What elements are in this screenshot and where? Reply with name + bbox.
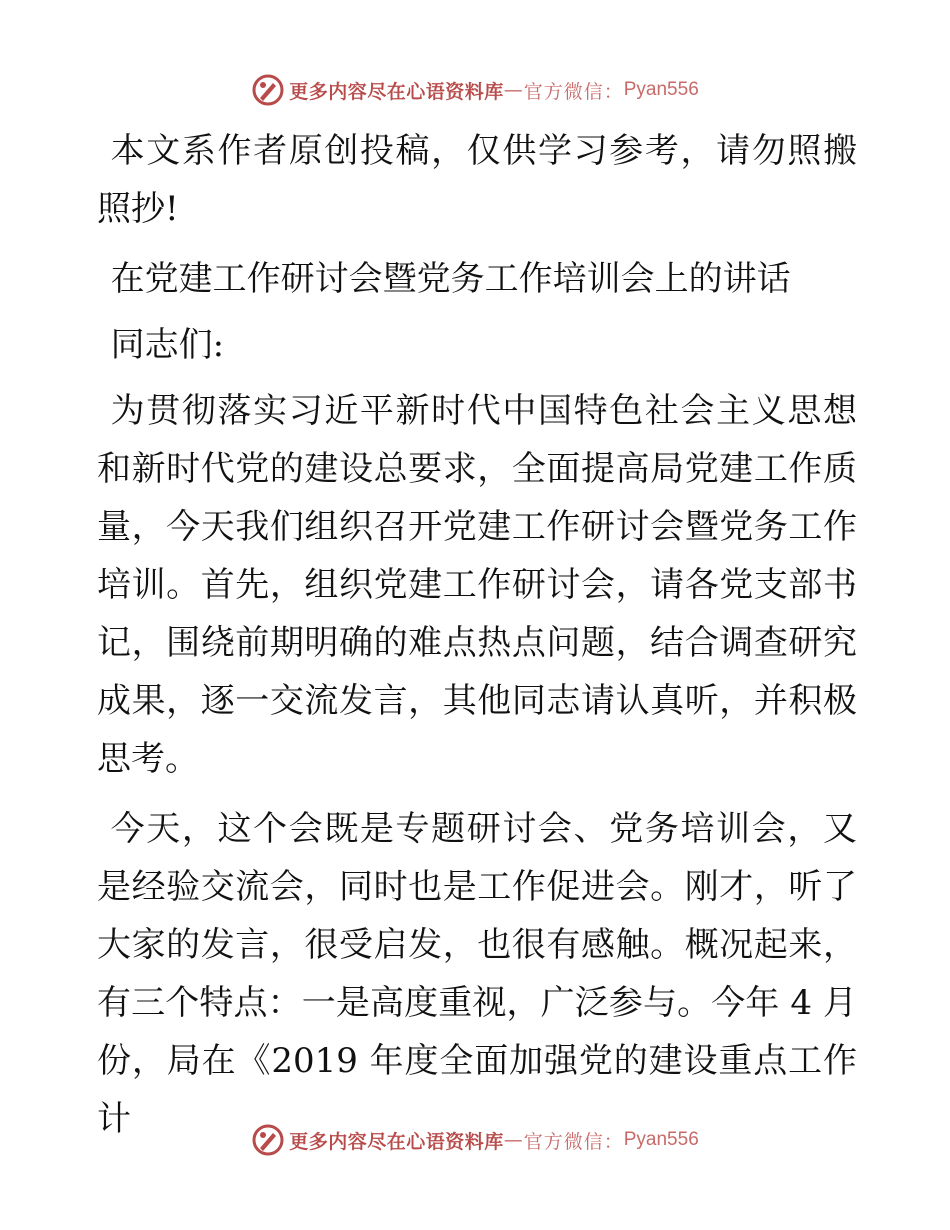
header-wechat-id: Pyan556: [623, 79, 699, 100]
footer-watermark: [0, 1120, 950, 1160]
document-body: [97, 122, 857, 1160]
speech-title: 在党建工作研讨会暨党务工作培训会上的讲话: [110, 259, 791, 299]
footer-official-label: 官方微信：: [523, 1130, 624, 1153]
paragraph-2: 今天，这个会既是专题研讨会、党务培训会，又是经验交流会，同时也是工作促进会。刚才，听了大家的发言，很受启发，也很有感触。概况起来，有三个特点：一是高度重视，广泛参与。今年 4 月份，局在《2019 年度全面加强党的建设重点工作计: [97, 809, 857, 1139]
header-dash: —: [503, 79, 524, 101]
header-official-label: 官方微信：: [523, 80, 624, 103]
footer-site-title: 更多内容尽在心语资料库: [289, 1130, 504, 1153]
salutation: 同志们:: [110, 325, 225, 365]
copyright-notice: 本文系作者原创投稿，仅供学习参考，请勿照搬照抄!: [97, 131, 857, 229]
pen-logo-icon: [251, 73, 285, 107]
header-watermark: [0, 70, 950, 110]
paragraph-1: 为贯彻落实习近平新时代中国特色社会主义思想和新时代党的建设总要求，全面提高局党建工作质量，今天我们组织召开党建工作研讨会暨党务工作培训。首先，组织党建工作研讨会，请各党支部书记，围绕前期明确的难点热点问题，结合调查研究成果，逐一交流发言，其他同志请认真听，并积极思考。: [97, 391, 857, 779]
footer-dash: —: [503, 1129, 524, 1151]
header-site-title: 更多内容尽在心语资料库: [289, 80, 504, 103]
footer-wechat-id: Pyan556: [623, 1129, 699, 1150]
pen-logo-icon: [251, 1123, 285, 1157]
